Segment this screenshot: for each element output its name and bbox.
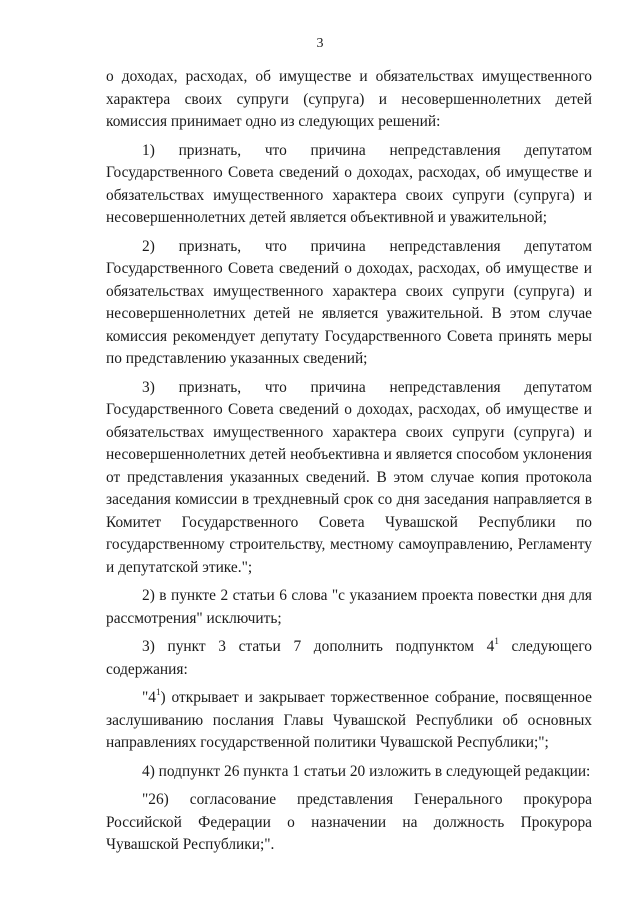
- paragraph-amendment-3-text-end: следующего содержания:: [106, 638, 592, 678]
- paragraph-amendment-3-text: 3) пункт 3 статьи 7 дополнить подпунктом 4: [142, 638, 495, 655]
- paragraph-subpoint-text: "4: [142, 689, 156, 706]
- paragraph-decision-1: 1) признать, что причина непредставления депутатом Государственного Совета сведений о доходах, расходах, об имуществе и обязательствах имущественного характера своих супруги (супруга) и несовершеннолетних детей является объективной и уважительной;: [106, 141, 592, 226]
- body-text: [106, 66, 592, 863]
- paragraph-amendment-2: 2) в пункте 2 статьи 6 слова "с указанием проекта повестки дня для рассмотрения" исключить;: [106, 587, 592, 627]
- paragraph-subpoint-26: "26) согласование представления Генерального прокурора Российской Федерации о назначении на должность Прокурора Чувашской Республики;".: [106, 791, 592, 853]
- superscript-marker: 1: [155, 686, 161, 697]
- paragraph-intro: о доходах, расходах, об имуществе и обязательствах имущественного характера своих супруги (супруга) и несовершеннолетних детей комиссия принимает одно из следующих решений:: [106, 68, 592, 130]
- paragraph-subpoint-4-1: [106, 687, 592, 755]
- superscript-marker: 1: [494, 635, 499, 646]
- page-number: 3: [316, 36, 324, 51]
- paragraph-decision-2: 2) признать, что причина непредставления депутатом Государственного Совета сведений о доходах, расходах, об имуществе и обязательствах имущественного характера своих супруги (супруга) и несовершеннолетних детей не является уважительной. В этом случае комиссия рекомендует депутату Государственного Совета принять меры по представлению указанных сведений;: [106, 237, 592, 367]
- paragraph-amendment-4: 4) подпункт 26 пункта 1 статьи 20 изложить в следующей редакции:: [142, 762, 591, 780]
- paragraph-subpoint-text-end: ) открывает и закрывает торжественное собрание, посвященное заслушиванию послания Главы Чувашской Республики об основных направлениях государственной политики Чувашской Республики;";: [106, 689, 592, 751]
- paragraph-decision-3: 3) признать, что причина непредставления депутатом Государственного Совета сведений о доходах, расходах, об имуществе и обязательствах имущественного характера своих супруги (супруга) и несовершеннолетних детей необъективна и является способом уклонения от представления указанных сведений. В этом случае копия протокола заседания комиссии в трехдневный срок со дня заседания направляется в Комитет Государственного Совета Чувашской Республики по государственному строительству, местному самоуправлению, Регламенту и депутатской этике.";: [106, 378, 592, 576]
- paragraph-amendment-3: [106, 636, 592, 681]
